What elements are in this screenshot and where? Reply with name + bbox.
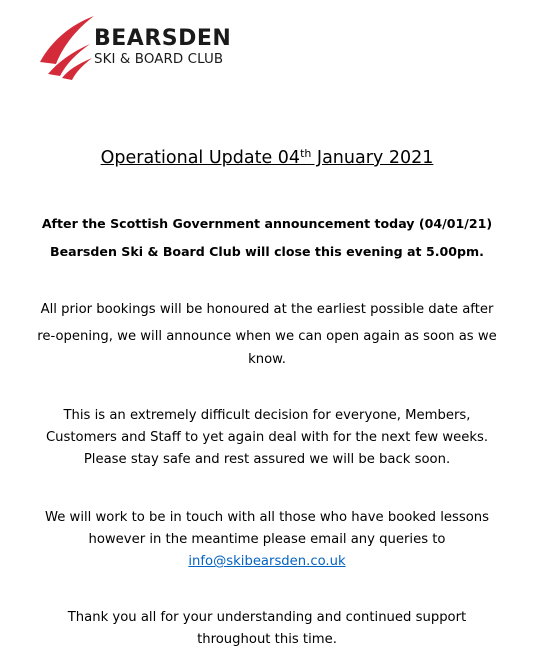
- ski-swoosh-icon: [38, 14, 98, 80]
- logo-subtitle: SKI & BOARD CLUB: [94, 52, 224, 67]
- thanks-line-1: Thank you all for your understanding and continued support: [67, 610, 467, 625]
- title-rest: January 2021: [311, 148, 434, 168]
- thanks-line-2: throughout this time.: [197, 632, 337, 647]
- email-link[interactable]: info@skibearsden.co.uk: [188, 554, 346, 569]
- bookings-line-1: All prior bookings will be honoured at the earliest possible date after: [40, 302, 494, 317]
- lessons-line-2: however in the meantime please email any queries to: [88, 532, 446, 547]
- title-prefix: Operational Update 04: [100, 148, 301, 168]
- bookings-paragraph: [0, 297, 534, 369]
- club-logo: [38, 14, 238, 80]
- announcement-paragraph: [0, 210, 534, 266]
- decision-line-2: Customers and Staff to yet again deal with for the next few weeks.: [45, 430, 489, 445]
- decision-paragraph: [0, 405, 534, 471]
- lessons-paragraph: [0, 507, 534, 573]
- decision-line-1: This is an extremely difficult decision for everyone, Members,: [63, 408, 471, 423]
- announcement-line-2: Bearsden Ski & Board Club will close this evening at 5.00pm.: [50, 244, 484, 259]
- title-ordinal: th: [300, 147, 312, 160]
- decision-line-3: Please stay safe and rest assured we will be back soon.: [83, 452, 451, 467]
- bookings-line-3: know.: [248, 352, 286, 367]
- lessons-line-1: We will work to be in touch with all those who have booked lessons: [44, 510, 490, 525]
- bookings-line-2: re-opening, we will announce when we can open again as soon as we: [37, 329, 497, 344]
- thanks-paragraph: [0, 607, 534, 651]
- page-title: [0, 146, 534, 170]
- announcement-line-1: After the Scottish Government announcement today (04/01/21): [41, 216, 493, 231]
- logo-title: BEARSDEN: [94, 26, 232, 51]
